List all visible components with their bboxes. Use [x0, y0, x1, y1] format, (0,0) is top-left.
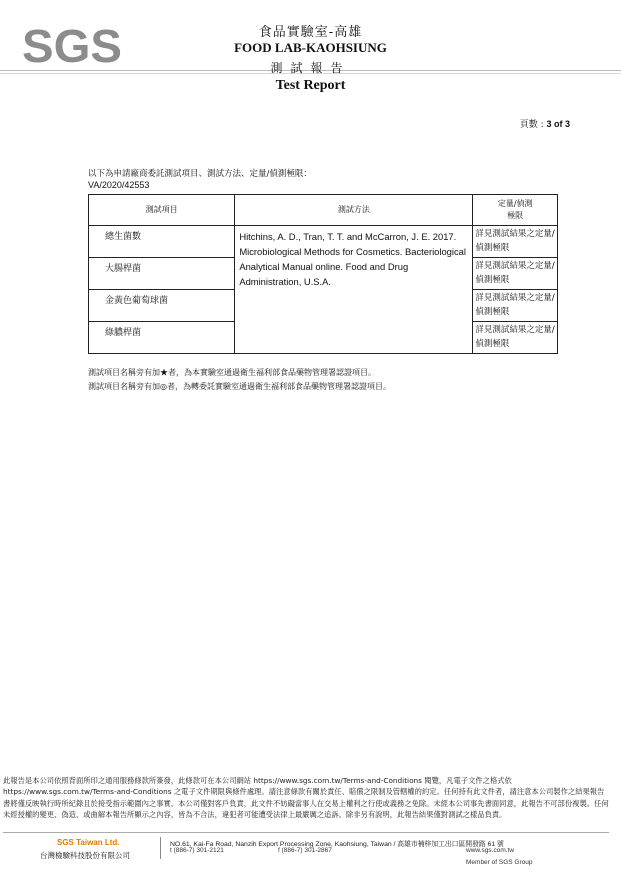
sgs-logo — [22, 22, 122, 66]
test-item-cell: 金黃色葡萄球菌 — [89, 290, 235, 322]
note-circle: 測試項目名稱旁有加◎者，為轉委託實驗室通過衛生福利部食品藥物管理署認證項目。 — [88, 382, 391, 391]
table-row — [89, 226, 558, 258]
company-name-en: SGS Taiwan Ltd. — [57, 838, 120, 847]
group-membership: Member of SGS Group — [466, 859, 533, 866]
lab-name-en: FOOD LAB-KAOHSIUNG — [234, 40, 387, 55]
disclaimer-text: 此報告是本公司依照背面所印之通用服務條款所簽發，此條款可在本公司網站 https://www.sgs.com.tw/Terms-and-Conditions 閱覽，凡電子文件之格式依 https://www.sgs.com.tw/Terms-and-Conditions 之電子文件期限與條件處理。請注意條款有關於責任、賠償之限制及管轄權的約定。任何持有此文件者，請注意本公司製作之結果報告書將僅反映執行時所紀錄且於接受指示範圍內之事實。本公司僅對客戶負責，此文件不妨礙當事人在交易上權利之行使或義務之免除。未經本公司事先書面同意，此報告不可部份複製。任何未經授權的變更、偽造、或曲解本報告所顯示之內容，皆為不合法，違犯者可能遭受法律上最嚴厲之追訴。除非另有說明，此報告結果僅對測試之樣品負責。 — [3, 776, 609, 820]
limit-cell: 詳見測試結果之定量/偵測極限 — [473, 226, 558, 258]
intro-text: 以下為申請廠商委託測試項目、測試方法、定量/偵測極限： — [88, 169, 312, 179]
col-header-limit-line2: 極限 — [507, 211, 524, 220]
page-indicator — [480, 117, 570, 130]
footer-divider — [160, 837, 161, 859]
col-header-item: 測試項目 — [89, 195, 235, 226]
limit-cell: 詳見測試結果之定量/偵測極限 — [473, 322, 558, 354]
test-method-cell: Hitchins, A. D., Tran, T. T. and McCarron, J. E. 2017. Microbiological Methods for Cosmetics. Bacteriological Analytical Manual online. Food and Drug Administration, U.S.A. — [235, 226, 473, 354]
test-item-cell: 總生菌數 — [89, 226, 235, 258]
limit-cell: 詳見測試結果之定量/偵測極限 — [473, 258, 558, 290]
report-number: VA/2020/42553 — [88, 180, 150, 190]
limit-cell: 詳見測試結果之定量/偵測極限 — [473, 290, 558, 322]
company-fax: f (886-7) 301-2867 — [278, 847, 332, 854]
company-website: www.sgs.com.tw — [466, 847, 515, 854]
col-header-limit — [473, 195, 558, 226]
page-number: 3 of 3 — [546, 119, 570, 129]
svg-text:SGS: SGS — [22, 22, 122, 66]
note-star: 測試項目名稱旁有加★者，為本實驗室通過衛生福利部食品藥物管理署認證項目。 — [88, 368, 376, 377]
col-header-method: 測試方法 — [235, 195, 473, 226]
company-telephone: t (886-7) 301-2121 — [170, 847, 224, 854]
test-item-cell: 大腸桿菌 — [89, 258, 235, 290]
page-label: 頁數 : — [519, 120, 544, 130]
report-title-en: Test Report — [275, 78, 346, 93]
test-items-table — [88, 194, 558, 354]
table-header-row — [89, 195, 558, 226]
lab-name-zh: 食品實驗室-高雄 — [258, 25, 363, 40]
report-title-zh: 測試報告 — [270, 61, 351, 75]
footer-rule — [3, 832, 609, 833]
company-name-zh: 台灣檢驗科技股份有限公司 — [40, 851, 130, 860]
test-item-cell: 綠膿桿菌 — [89, 322, 235, 354]
company-address: NO.61, Kai-Fa Road, Nanzih Export Processing Zone, Kaohsiung, Taiwan / 高雄市楠梓加工出口區開發路 61 號 — [170, 841, 504, 848]
col-header-limit-line1: 定量/偵測 — [497, 199, 533, 208]
